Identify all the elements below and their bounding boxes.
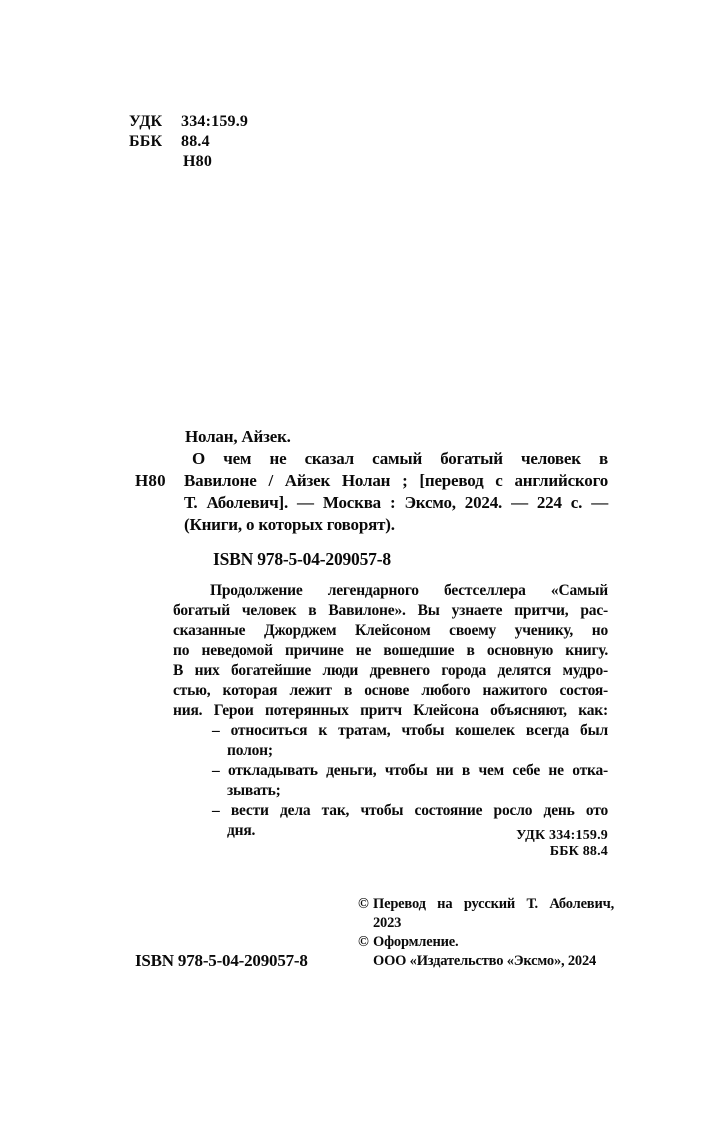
isbn-heading: ISBN 978-5-04-209057-8 [213, 549, 391, 569]
copyright-line: Перевод на русский Т. Аболевич, [373, 896, 614, 912]
bullet-first-line: – вести дела так, чтобы состояние росло день ото [212, 802, 608, 819]
catalog-codes-block [129, 112, 248, 172]
annotation-line: по неведомой причине не вошедшие в основную книгу. [173, 642, 608, 659]
bib-line: Вавилоне / Айзек Нолан ; [перевод с английского [184, 471, 608, 490]
annotation-line: сказанные Джорджем Клейсоном своему ученику, но [173, 622, 608, 639]
bullet-continuation: полон; [227, 742, 273, 759]
copyright-line: 2023 [373, 915, 402, 931]
annotation-line: ния. Герои потерянных притч Клейсона объясняют, как: [173, 702, 608, 719]
annotation-line: В них богатейшие люди древнего города делятся мудро- [173, 662, 608, 679]
copyright-translation [358, 895, 614, 933]
copyright-design [358, 933, 614, 971]
copyright-line: ООО «Издательство «Эксмо», 2024 [373, 953, 597, 969]
bib-entry [135, 448, 608, 536]
bib-line: Т. Аболевич]. — Москва : Эксмо, 2024. — 224 с. — [184, 493, 608, 512]
bbk-label: ББК [129, 133, 163, 150]
bullet-continuation: зывать; [227, 782, 281, 799]
copyright-line: Оформление. [373, 934, 459, 950]
udk-value: 334:159.9 [181, 113, 249, 130]
annotation-line: стью, которая лежит в основе любого нажитого состоя- [173, 682, 608, 699]
bbk-reference: ББК 88.4 [549, 843, 608, 859]
bullet-item [212, 721, 608, 761]
catalog-references [173, 828, 608, 859]
bib-author: Нолан, Айзек. [185, 427, 291, 446]
udk-reference: УДК 334:159.9 [516, 828, 608, 843]
bib-author-sign: Н80 [135, 471, 166, 490]
annotation-line: богатый человек в Вавилоне». Вы узнаете притчи, рас- [173, 602, 608, 619]
bbk-line [129, 132, 248, 152]
annotation-line: Продолжение легендарного бестселлера «Самый [210, 582, 608, 599]
copyright-symbol: © [358, 934, 369, 950]
bullet-list [212, 721, 608, 841]
author-sign: Н80 [183, 153, 213, 170]
bullet-item [212, 761, 608, 801]
bib-line: (Книги, о которых говорят). [184, 515, 395, 534]
bullet-continuation: дня. [227, 822, 256, 839]
annotation-block [173, 581, 608, 841]
bib-line: О чем не сказал самый богатый человек в [192, 449, 608, 468]
udk-label: УДК [129, 113, 163, 130]
bbk-value: 88.4 [181, 133, 210, 150]
bibliographic-record [135, 426, 608, 536]
bullet-first-line: – откладывать деньги, чтобы ни в чем себе не отка- [212, 762, 608, 779]
bullet-first-line: – относиться к тратам, чтобы кошелек всегда был [212, 722, 608, 739]
copyright-block [358, 895, 614, 971]
imprint-isbn: ISBN 978-5-04-209057-8 [135, 951, 308, 970]
copyright-symbol: © [358, 896, 369, 912]
udk-line [129, 112, 248, 132]
